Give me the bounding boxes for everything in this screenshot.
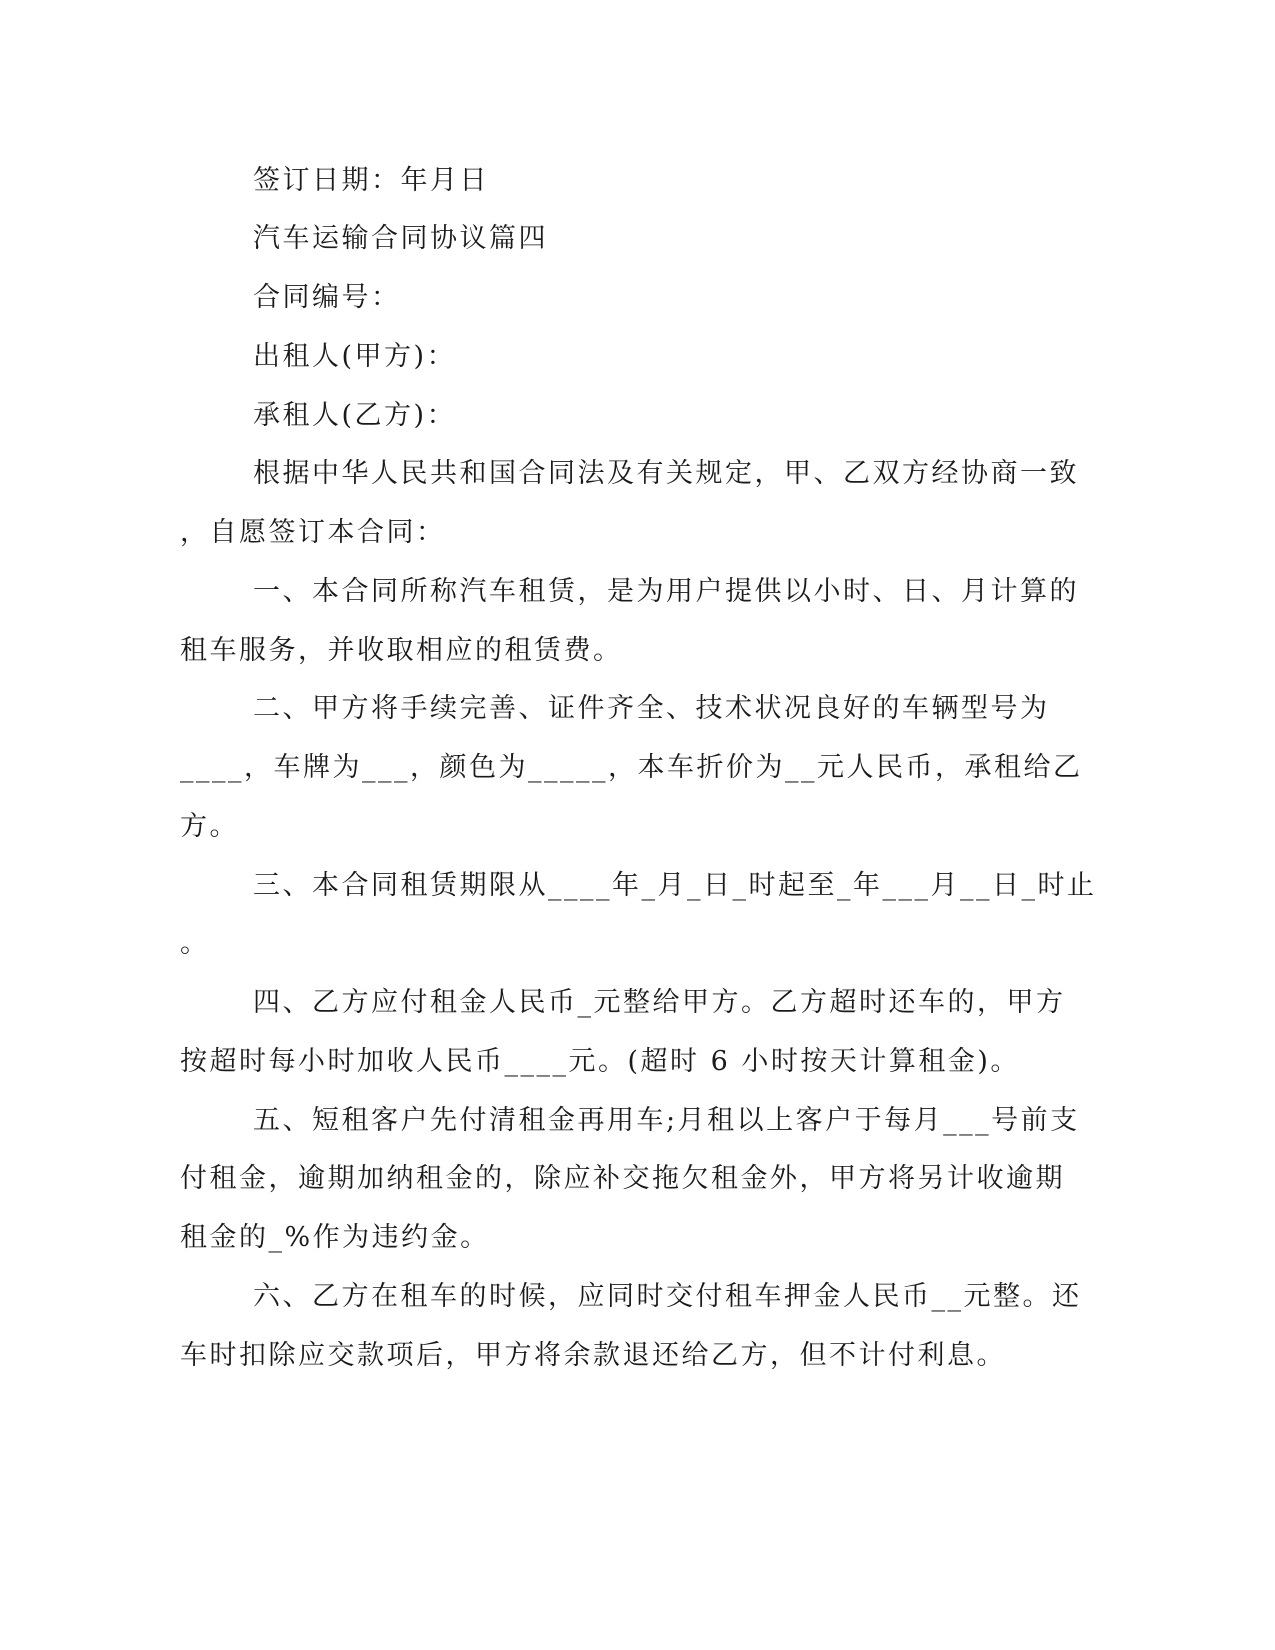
- clause-4-line-2: 按超时每小时加收人民币____元。(超时 6 小时按天计算租金)。: [180, 1046, 1020, 1077]
- lessor-line: 出租人(甲方)：: [253, 341, 457, 372]
- clause-5-line-3: 租金的_%作为违约金。: [180, 1222, 490, 1253]
- clause-1-line-2: 租车服务，并收取相应的租赁费。: [180, 635, 623, 666]
- clause-1-line-1: 一、本合同所称汽车租赁，是为用户提供以小时、日、月计算的: [253, 576, 1079, 607]
- clause-6-line-2: 车时扣除应交款项后，甲方将余款退还给乙方，但不计付利息。: [180, 1340, 1006, 1371]
- clause-6-line-1: 六、乙方在租车的时候，应同时交付租车押金人民币__元整。还: [253, 1281, 1082, 1312]
- clause-5-line-1: 五、短租客户先付清租金再用车;月租以上客户于每月___号前支: [253, 1105, 1080, 1136]
- signing-date-line: 签订日期：年月日: [253, 165, 489, 196]
- preamble-line-2: ，自愿签订本合同：: [180, 517, 446, 548]
- clause-2-line-2: ____，车牌为___，颜色为_____，本车折价为__元人民币，承租给乙: [180, 752, 1083, 783]
- clause-2-line-1: 二、甲方将手续完善、证件齐全、技术状况良好的车辆型号为: [253, 693, 1050, 724]
- preamble-line-1: 根据中华人民共和国合同法及有关规定，甲、乙双方经协商一致: [253, 458, 1079, 489]
- clause-5-line-2: 付租金，逾期加纳租金的，除应补交拖欠租金外，甲方将另计收逾期: [180, 1163, 1065, 1194]
- section-title: 汽车运输合同协议篇四: [253, 223, 548, 254]
- contract-number-line: 合同编号：: [253, 282, 401, 313]
- clause-4-line-1: 四、乙方应付租金人民币_元整给甲方。乙方超时还车的，甲方: [253, 987, 1066, 1018]
- lessee-line: 承租人(乙方)：: [253, 400, 457, 431]
- clause-2-line-3: 方。: [180, 811, 239, 842]
- clause-3-line-1: 三、本合同租赁期限从____年_月_日_时起至_年___月__日_时止: [253, 870, 1097, 901]
- clause-3-line-2: 。: [180, 928, 210, 959]
